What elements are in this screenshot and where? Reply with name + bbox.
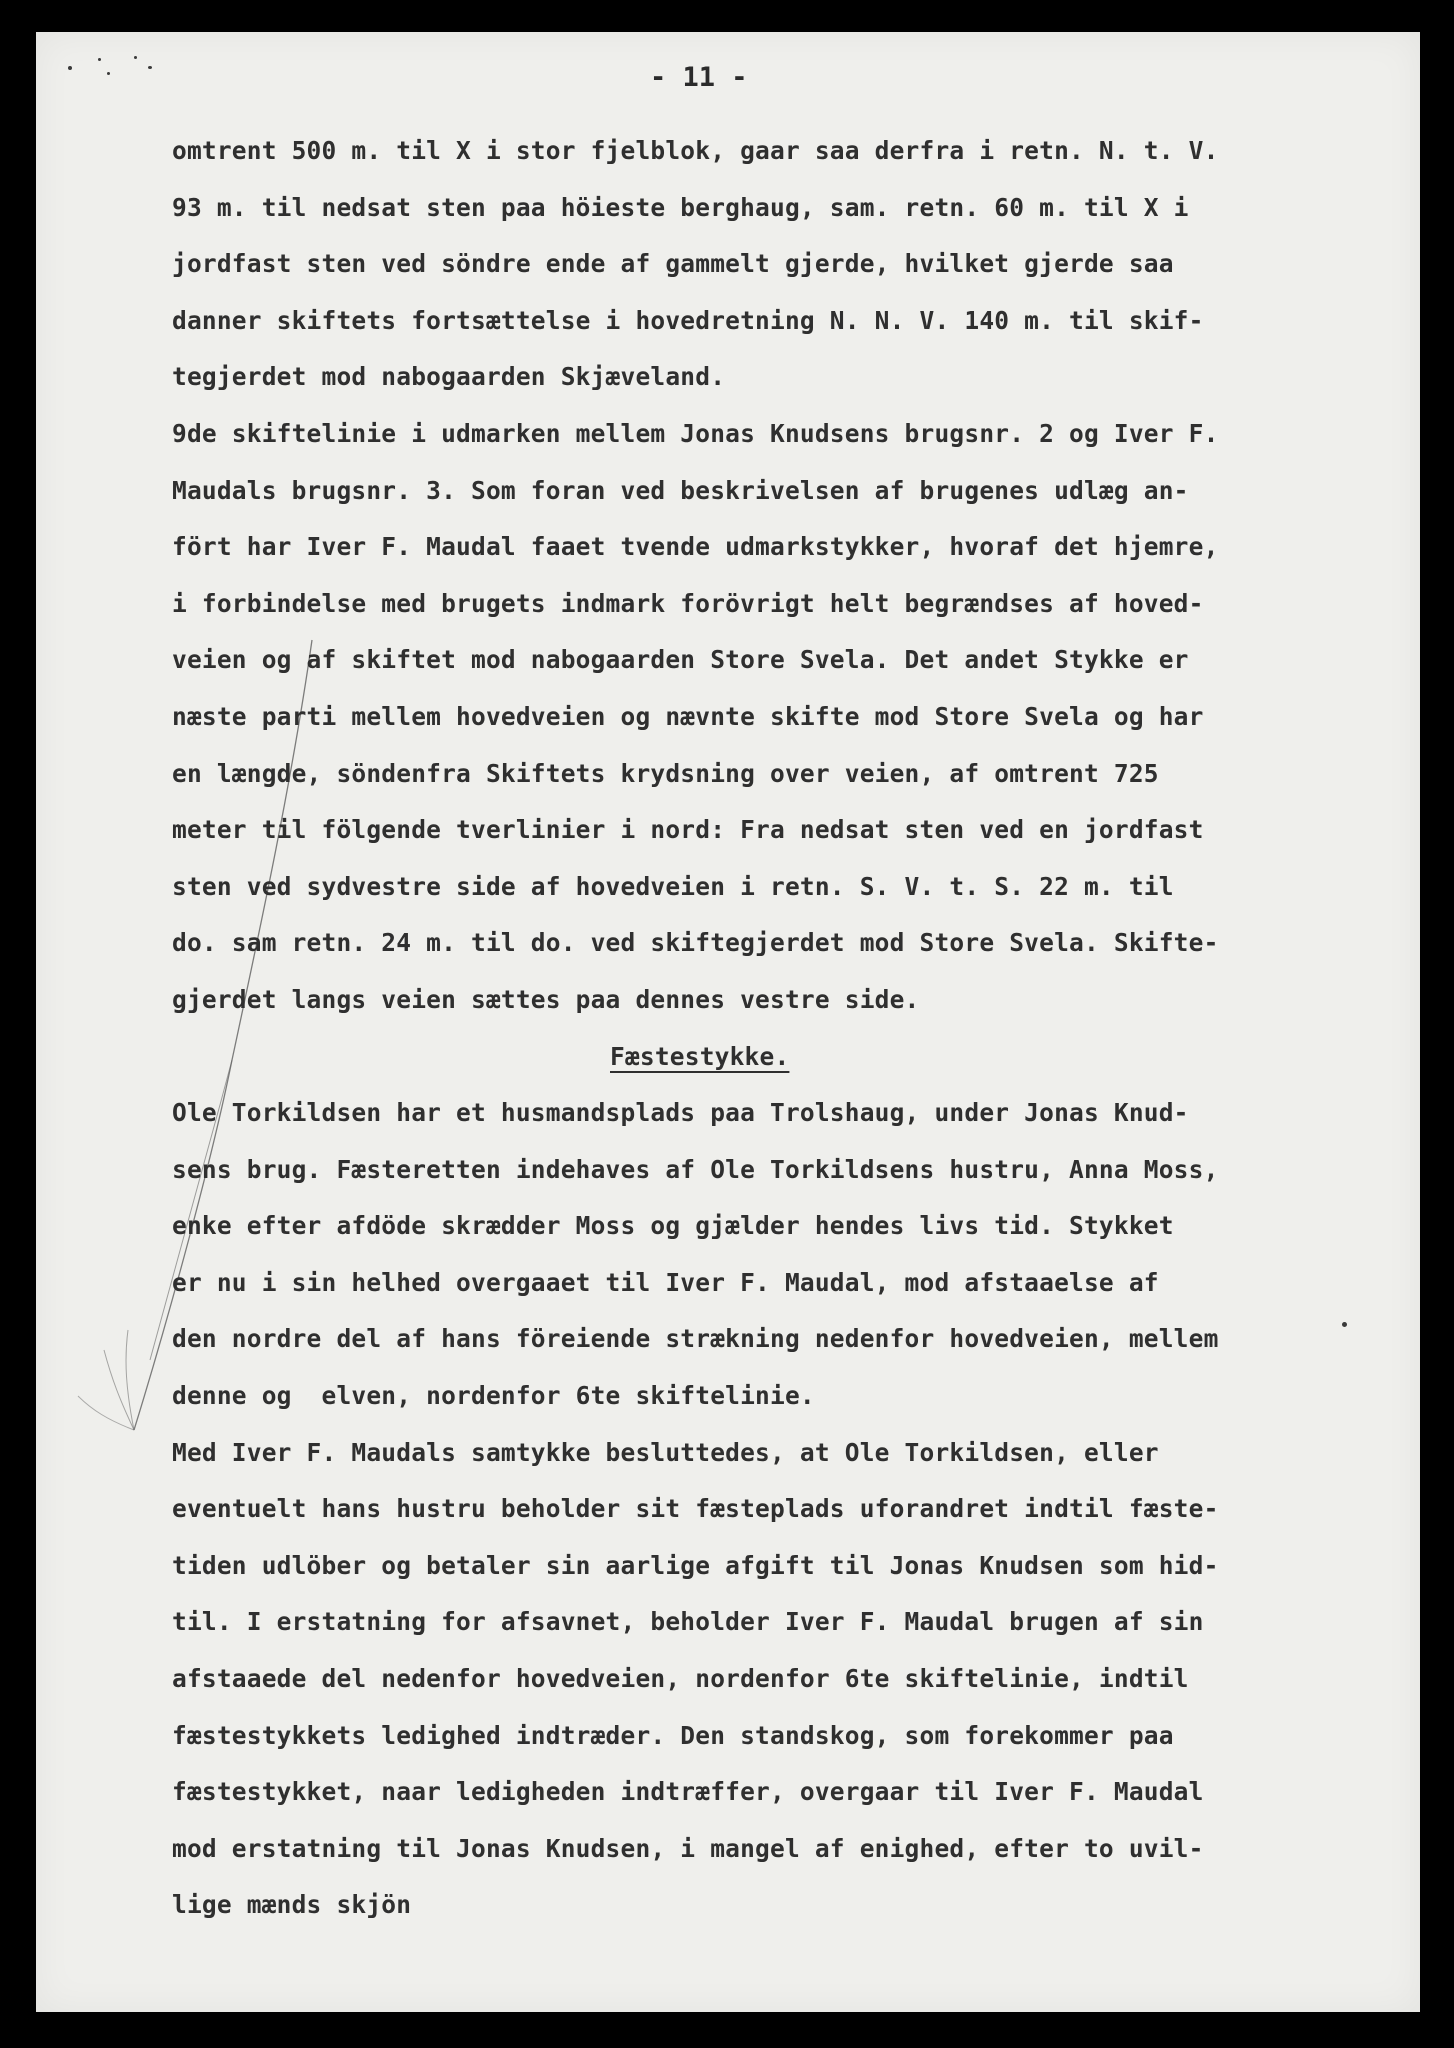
- text-line: danner skiftets fortsættelse i hovedretning N. N. V. 140 m. til skif-: [172, 305, 1204, 335]
- text-line: afstaaede del nedenfor hovedveien, nordenfor 6te skiftelinie, indtil: [172, 1664, 1189, 1694]
- paragraph: [172, 1425, 1372, 1934]
- text-line: fæstestykket, naar ledigheden indtræffer, overgaar til Iver F. Maudal: [172, 1777, 1204, 1807]
- text-line: 9de skiftelinie i udmarken mellem Jonas Knudsens brugsnr. 2 og Iver F.: [172, 418, 1219, 448]
- paragraph: [172, 406, 1372, 1029]
- text-line: sens brug. Fæsteretten indehaves af Ole Torkildsens hustru, Anna Moss,: [172, 1154, 1219, 1184]
- text-line: en længde, söndenfra Skiftets krydsning over veien, af omtrent 725: [172, 758, 1159, 788]
- text-line: gjerdet langs veien sættes paa dennes vestre side.: [172, 984, 920, 1014]
- text-line: omtrent 500 m. til X i stor fjelblok, gaar saa derfra i retn. N. t. V.: [172, 136, 1219, 165]
- text-line: Maudals brugsnr. 3. Som foran ved beskrivelsen af brugenes udlæg an-: [172, 475, 1189, 505]
- text-line: mod erstatning til Jonas Knudsen, i mangel af enighed, efter to uvil-: [172, 1833, 1204, 1863]
- text-line: jordfast sten ved söndre ende af gammelt gjerde, hvilket gjerde saa: [172, 249, 1174, 279]
- text-line: er nu i sin helhed overgaaet til Iver F. Maudal, mod afstaaelse af: [172, 1267, 1159, 1297]
- text-line: meter til fölgende tverlinier i nord: Fra nedsat sten ved en jordfast: [172, 815, 1204, 845]
- text-line: sten ved sydvestre side af hovedveien i retn. S. V. t. S. 22 m. til: [172, 871, 1174, 901]
- text-line: do. sam retn. 24 m. til do. ved skiftegjerdet mod Store Svela. Skifte-: [172, 928, 1219, 958]
- text-line: veien og af skiftet mod nabogaarden Store Svela. Det andet Stykke er: [172, 645, 1189, 675]
- text-line: Ole Torkildsen har et husmandsplads paa Trolshaug, under Jonas Knud-: [172, 1098, 1189, 1128]
- text-line: tegjerdet mod nabogaarden Skjæveland.: [172, 362, 726, 392]
- text-line: i forbindelse med brugets indmark forövrigt helt begrændses af hoved-: [172, 588, 1204, 618]
- text-line: fört har Iver F. Maudal faaet tvende udmarkstykker, hvoraf det hjemre,: [172, 532, 1219, 562]
- text-line: den nordre del af hans föreiende strækning nedenfor hovedveien, mellem: [172, 1324, 1219, 1354]
- text-line: eventuelt hans hustru beholder sit fæsteplads uforandret indtil fæste-: [172, 1494, 1219, 1524]
- text-line: til. I erstatning for afsavnet, beholder Iver F. Maudal brugen af sin: [172, 1607, 1204, 1637]
- paragraph: [172, 123, 1372, 406]
- text-line: enke efter afdöde skrædder Moss og gjælder hendes livs tid. Stykket: [172, 1211, 1174, 1241]
- document-body: [172, 123, 1372, 1934]
- text-line: næste parti mellem hovedveien og nævnte skifte mod Store Svela og har: [172, 701, 1204, 731]
- text-line: lige mænds skjön: [172, 1890, 412, 1920]
- section-heading: Fæstestykke.: [610, 1041, 790, 1071]
- text-line: 93 m. til nedsat sten paa höieste berghaug, sam. retn. 60 m. til X i: [172, 192, 1189, 222]
- page-number: - 11 -: [650, 62, 748, 93]
- text-line: Med Iver F. Maudals samtykke besluttedes, at Ole Torkildsen, eller: [172, 1437, 1159, 1467]
- text-line: fæstestykkets ledighed indtræder. Den standskog, som forekommer paa: [172, 1720, 1174, 1750]
- text-line: tiden udlöber og betaler sin aarlige afgift til Jonas Knudsen som hid-: [172, 1550, 1219, 1580]
- text-line: denne og elven, nordenfor 6te skiftelinie.: [172, 1381, 815, 1411]
- paragraph: [172, 1085, 1372, 1425]
